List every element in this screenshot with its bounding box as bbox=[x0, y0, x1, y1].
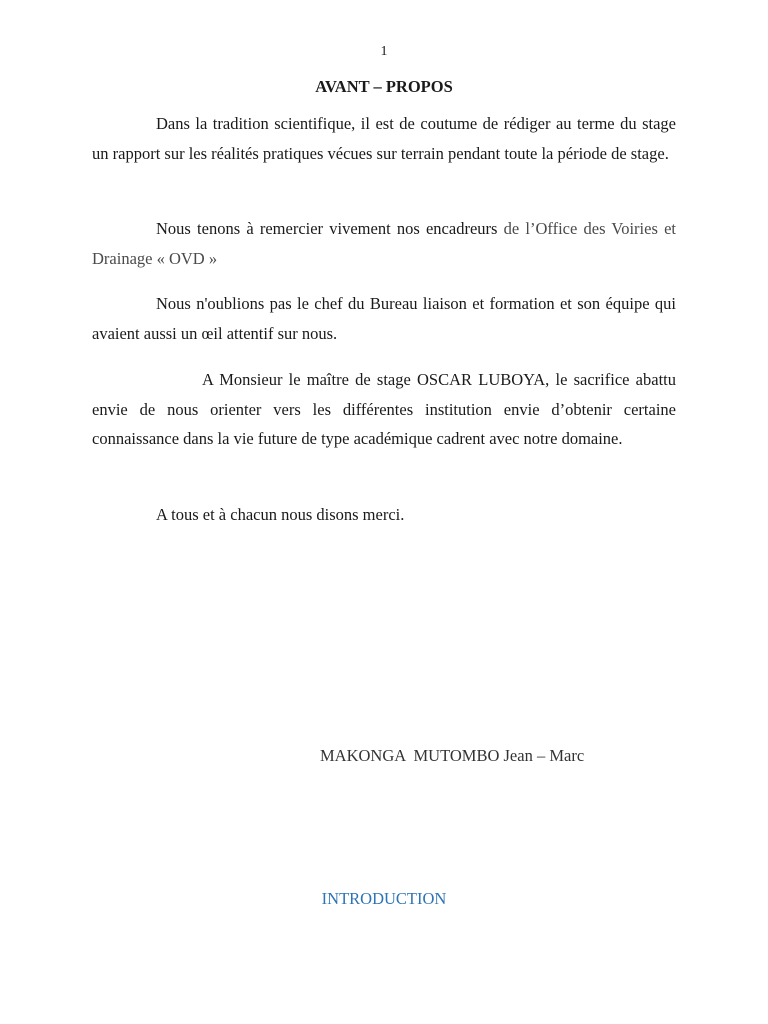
paragraph-thanks-organization: de l’Office des Voiries et Drainage « OVD » bbox=[92, 219, 676, 268]
author-signature: MAKONGA MUTOMBO Jean – Marc bbox=[320, 746, 585, 765]
paragraph-bureau-chief: Nous n'oublions pas le chef du Bureau liaison et formation et son équipe qui avaient aussi un œil attentif sur nous. bbox=[92, 294, 676, 343]
paragraph-closing-thanks: A tous et à chacun nous disons merci. bbox=[156, 505, 405, 524]
paragraph-thanks-supervisors bbox=[92, 214, 676, 273]
page-title: AVANT – PROPOS bbox=[315, 77, 453, 96]
section-heading-introduction: INTRODUCTION bbox=[321, 889, 447, 908]
paragraph-tradition: Dans la tradition scientifique, il est de coutume de rédiger au terme du stage un rapport sur les réalités pratiques vécues sur terrain pendant toute la période de stage. bbox=[92, 114, 676, 163]
page-number: 1 bbox=[380, 44, 388, 59]
paragraph-thanks-text: Nous tenons à remercier vivement nos encadreurs bbox=[156, 219, 504, 238]
paragraph-internship-master: A Monsieur le maître de stage OSCAR LUBOYA, le sacrifice abattu envie de nous orienter vers les différentes institution envie d’obtenir certaine connaissance dans la vie future de type académique cadrent avec notre domaine. bbox=[92, 370, 676, 448]
